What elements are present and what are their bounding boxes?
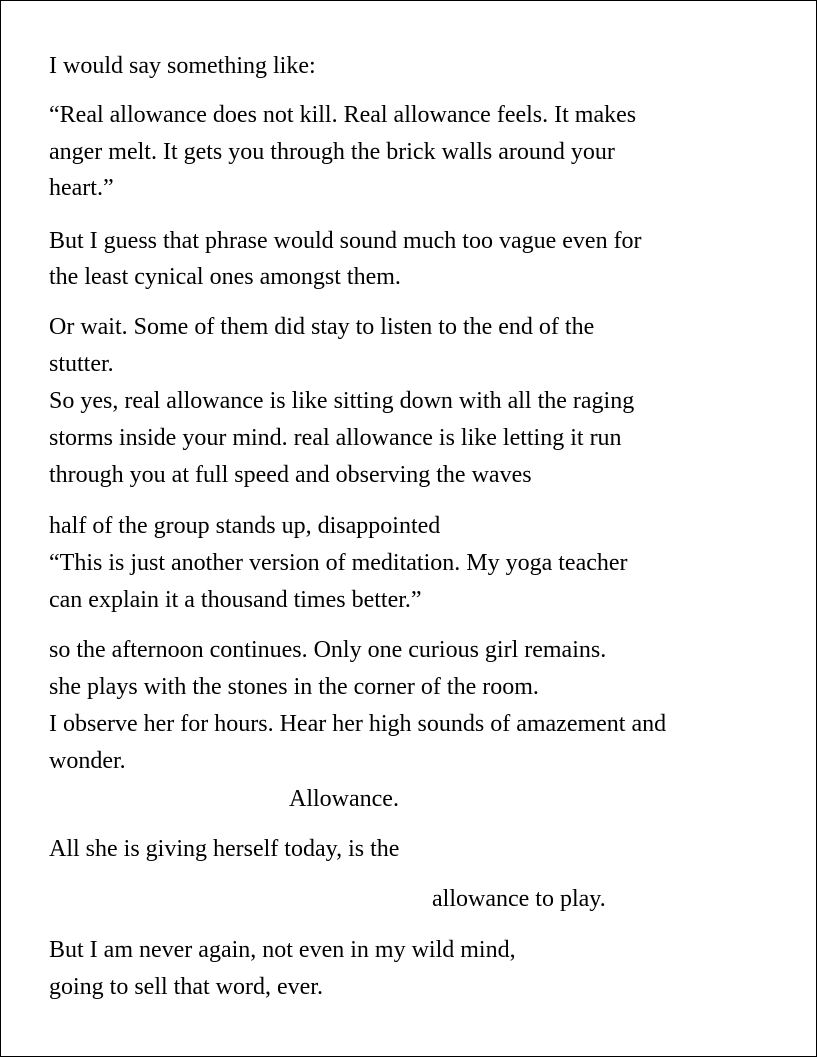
text-line: anger melt. It gets you through the brick walls around your bbox=[49, 139, 615, 165]
text-line: “This is just another version of meditation. My yoga teacher bbox=[49, 550, 628, 576]
text-line: can explain it a thousand times better.” bbox=[49, 587, 422, 613]
text-line: going to sell that word, ever. bbox=[49, 974, 323, 1000]
indented-line: allowance to play. bbox=[432, 886, 606, 912]
text-line: But I am never again, not even in my wild mind, bbox=[49, 937, 516, 963]
text-line: through you at full speed and observing the waves bbox=[49, 462, 532, 488]
text-line: But I guess that phrase would sound much too vague even for bbox=[49, 228, 642, 254]
text-line: half of the group stands up, disappointed bbox=[49, 513, 441, 539]
text-line: storms inside your mind. real allowance is like letting it run bbox=[49, 425, 622, 451]
text-line: I would say something like: bbox=[49, 53, 316, 79]
text-line: wonder. bbox=[49, 748, 126, 774]
text-line: stutter. bbox=[49, 351, 114, 377]
text-line: heart.” bbox=[49, 175, 114, 201]
text-line: I observe her for hours. Hear her high sounds of amazement and bbox=[49, 711, 667, 737]
text-line: the least cynical ones amongst them. bbox=[49, 264, 401, 290]
text-line: Or wait. Some of them did stay to listen to the end of the bbox=[49, 314, 595, 340]
text-line: she plays with the stones in the corner of the room. bbox=[49, 674, 539, 700]
text-line: “Real allowance does not kill. Real allowance feels. It makes bbox=[49, 102, 637, 128]
text-line: All she is giving herself today, is the bbox=[49, 836, 400, 862]
allowance-heading: Allowance. bbox=[289, 786, 399, 812]
text-line: So yes, real allowance is like sitting down with all the raging bbox=[49, 388, 635, 414]
text-line: so the afternoon continues. Only one curious girl remains. bbox=[49, 637, 607, 663]
